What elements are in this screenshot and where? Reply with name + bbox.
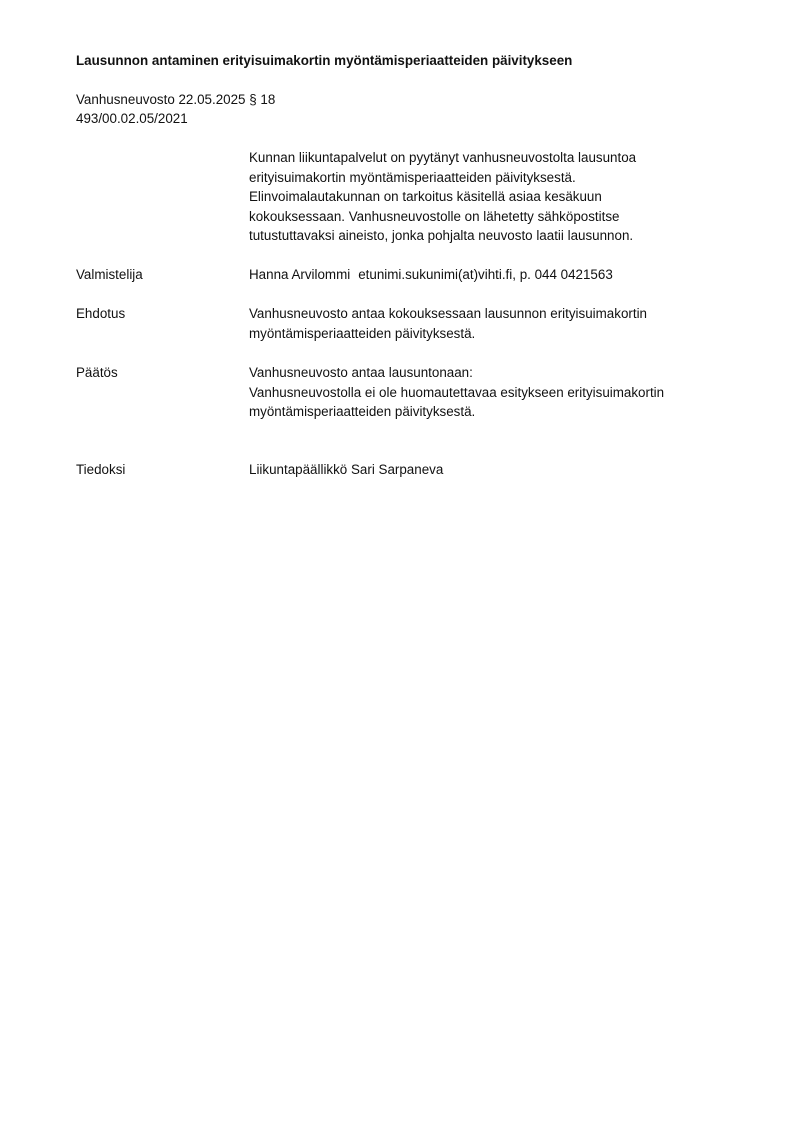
document-title: Lausunnon antaminen erityisuimakortin myöntämisperiaatteiden päivitykseen <box>76 53 573 68</box>
ehdotus-line: Vanhusneuvosto antaa kokouksessaan lausunnon erityisuimakortin <box>249 306 647 321</box>
valmistelija-label: Valmistelija <box>76 267 143 282</box>
paatos-line: Vanhusneuvostolla ei ole huomautettavaa esitykseen erityisuimakortin <box>249 384 665 400</box>
paatos-line: Vanhusneuvosto antaa lausuntonaan: <box>249 365 473 380</box>
intro-line: tutustuttavaksi aineisto, jonka pohjalta neuvosto laatii lausunnon. <box>249 228 634 243</box>
ehdotus-line: myöntämisperiaatteiden päivityksestä. <box>249 325 476 341</box>
tiedoksi-value: Liikuntapäällikkö Sari Sarpaneva <box>249 462 444 477</box>
intro-line: erityisuimakortin myöntämisperiaatteiden päivityksestä. <box>249 169 576 185</box>
intro-line: kokouksessaan. Vanhusneuvostolle on lähetetty sähköpostitse <box>249 208 620 224</box>
valmistelija-value <box>249 265 729 284</box>
case-number: 493/00.02.05/2021 <box>76 111 188 126</box>
paatos-text <box>249 363 729 422</box>
ehdotus-label: Ehdotus <box>76 306 126 321</box>
valmistelija-contact: etunimi.sukunimi(at)vihti.fi, p. 044 0421563 <box>358 267 613 282</box>
intro-line: Kunnan liikuntapalvelut on pyytänyt vanhusneuvostolta lausuntoa <box>249 150 637 165</box>
tiedoksi-label: Tiedoksi <box>76 462 126 477</box>
intro-paragraph <box>249 148 719 246</box>
paatos-line: myöntämisperiaatteiden päivityksestä. <box>249 404 476 419</box>
meeting-reference: Vanhusneuvosto 22.05.2025 § 18 <box>76 92 276 107</box>
meeting-info <box>76 90 275 128</box>
valmistelija-name: Hanna Arvilommi <box>249 267 351 282</box>
intro-line: Elinvoimalautakunnan on tarkoitus käsitellä asiaa kesäkuun <box>249 189 602 204</box>
ehdotus-text <box>249 304 729 343</box>
paatos-label: Päätös <box>76 365 118 380</box>
